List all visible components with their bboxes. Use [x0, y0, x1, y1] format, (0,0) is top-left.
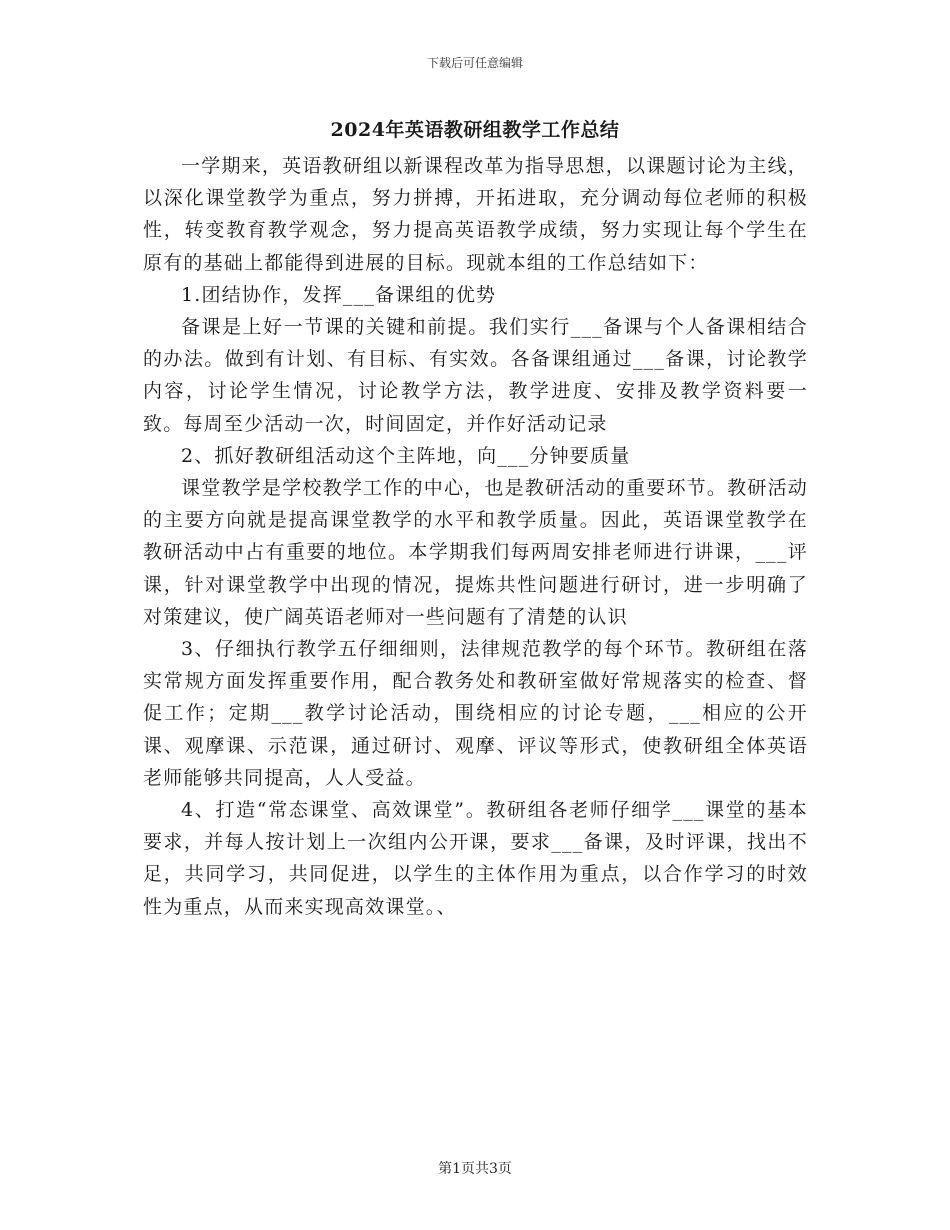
paragraph-heading-1: 1.团结协作，发挥___备课组的优势 — [181, 283, 497, 306]
document-body — [143, 150, 808, 923]
header-note: 下载后可任意编辑 — [426, 56, 523, 70]
paragraph-section-3: 3、仔细执行教学五仔细细则，法律规范教学的每个环节。教研组在落实常规方面发挥重要作用，配合教务处和教研室做好常规落实的检查、督促工作；定期___教学讨论活动，围绕相应的讨论专题，___相应的公开课、观摩课、示范课，通过研讨、观摩、评议等形式，使教研组全体英语老师能够共同提高，人人受益。 — [143, 638, 808, 789]
document-title: 2024年英语教研组教学工作总结 — [330, 119, 620, 141]
page-number: 第1页共3页 — [438, 1161, 512, 1177]
paragraph-heading-2: 2、抓好教研组活动这个主阵地，向___分钟要质量 — [181, 444, 631, 467]
paragraph-intro: 一学期来，英语教研组以新课程改革为指导思想，以课题讨论为主线，以深化课堂教学为重点，努力拼搏，开拓进取，充分调动每位老师的积极性，转变教育教学观念，努力提高英语教学成绩，努力实现让每个学生在原有的基础上都能得到进展的目标。现就本组的工作总结如下： — [143, 155, 808, 274]
paragraph-section-4: 4、打造“常态课堂、高效课堂”。教研组各老师仔细学___课堂的基本要求，并每人按计划上一次组内公开课，要求___备课，及时评课，找出不足，共同学习，共同促进，以学生的主体作用为重点，以合作学习的时效性为重点，从而来实现高效课堂。、 — [143, 799, 808, 918]
paragraph-body-2: 课堂教学是学校教学工作的中心，也是教研活动的重要环节。教研活动的主要方向就是提高课堂教学的水平和教学质量。因此，英语课堂教学在教研活动中占有重要的地位。本学期我们每两周安排老师进行讲课，___评课，针对课堂教学中出现的情况，提炼共性问题进行研讨，进一步明确了对策建议，使广阔英语老师对一些问题有了清楚的认识 — [143, 477, 808, 628]
paragraph-body-1: 备课是上好一节课的关键和前提。我们实行___备课与个人备课相结合的办法。做到有计划、有目标、有实效。各备课组通过___备课，讨论教学内容，讨论学生情况，讨论教学方法，教学进度、安排及教学资料要一致。每周至少活动一次，时间固定，并作好活动记录 — [143, 316, 808, 435]
